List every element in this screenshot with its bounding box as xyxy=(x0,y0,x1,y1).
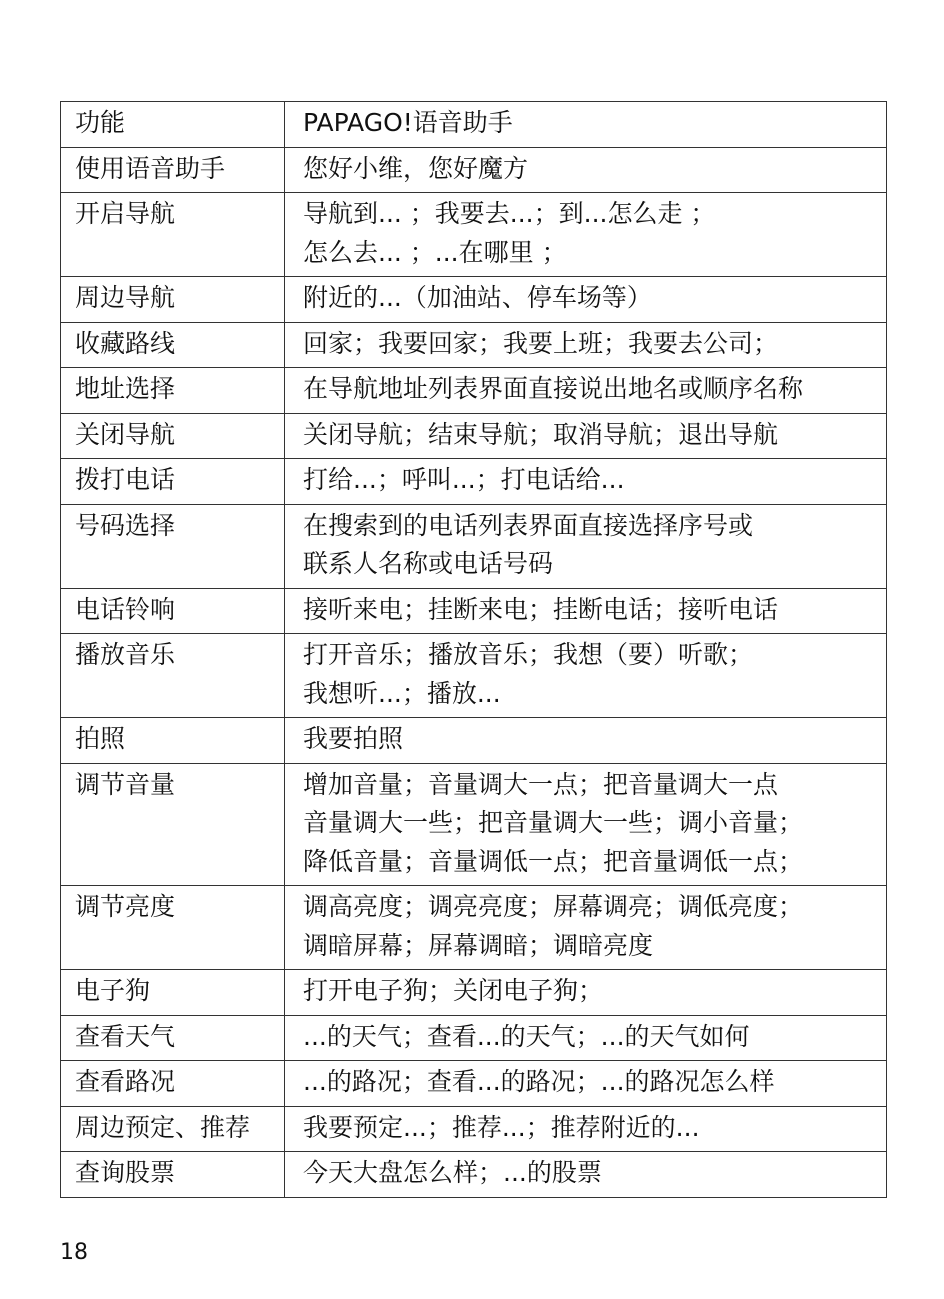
table-row xyxy=(61,193,887,277)
function-cell: 使用语音助手 xyxy=(61,147,285,193)
phrase-line: 在搜索到的电话列表界面直接选择序号或 xyxy=(303,510,754,540)
table-row xyxy=(61,277,887,323)
table-row xyxy=(61,1152,887,1198)
phrase-cell xyxy=(285,193,887,277)
phrase-cell xyxy=(285,413,887,459)
table-row xyxy=(61,1061,887,1107)
function-cell: 播放音乐 xyxy=(61,634,285,718)
phrase-cell xyxy=(285,718,887,764)
phrase-cell xyxy=(285,1015,887,1061)
phrase-line: 我要预定...；推荐...；推荐附近的... xyxy=(303,1112,700,1142)
phrase-cell xyxy=(285,1061,887,1107)
function-cell: 拨打电话 xyxy=(61,459,285,505)
function-cell: 开启导航 xyxy=(61,193,285,277)
table-row xyxy=(61,504,887,588)
phrase-line: 我要拍照 xyxy=(303,724,404,753)
table-row xyxy=(61,970,887,1016)
table-row xyxy=(61,322,887,368)
table-row xyxy=(61,634,887,718)
function-cell: 查看路况 xyxy=(61,1061,285,1107)
phrase-cell xyxy=(285,322,887,368)
phrase-cell xyxy=(285,886,887,970)
phrase-line: 调暗屏幕；屏幕调暗；调暗亮度 xyxy=(303,930,654,960)
phrase-cell xyxy=(285,277,887,323)
table-row xyxy=(61,588,887,634)
phrase-line: 今天大盘怎么样；...的股票 xyxy=(303,1158,602,1187)
phrase-cell xyxy=(285,368,887,414)
phrase-line: ...的天气；查看...的天气；...的天气如何 xyxy=(303,1021,750,1051)
table-row xyxy=(61,413,887,459)
phrase-line: 增加音量；音量调大一点；把音量调大一点 xyxy=(303,769,779,799)
phrase-line: 关闭导航；结束导航；取消导航；退出导航 xyxy=(303,419,779,449)
phrase-line: 联系人名称或电话号码 xyxy=(303,549,554,578)
page-number: 18 xyxy=(60,1240,88,1265)
table-row xyxy=(61,1015,887,1061)
table-row xyxy=(61,763,887,886)
header-function-cell: 功能 xyxy=(61,102,285,148)
phrase-line: 回家；我要回家；我要上班；我要去公司； xyxy=(303,328,779,358)
phrase-cell xyxy=(285,147,887,193)
phrase-cell xyxy=(285,459,887,505)
function-cell: 收藏路线 xyxy=(61,322,285,368)
phrase-line: 接听来电；挂断来电；挂断电话；接听电话 xyxy=(303,594,779,624)
header-phrase-line: PAPAGO!语音助手 xyxy=(303,108,513,137)
table-row xyxy=(61,368,887,414)
function-cell: 地址选择 xyxy=(61,368,285,414)
phrase-line: ...的路况；查看...的路况；...的路况怎么样 xyxy=(303,1067,775,1096)
phrase-line: 我想听...；播放... xyxy=(303,678,501,708)
table-row xyxy=(61,147,887,193)
table-row xyxy=(61,459,887,505)
phrase-line: 打开电子狗；关闭电子狗； xyxy=(303,976,604,1005)
phrase-cell xyxy=(285,1152,887,1198)
phrase-line: 附近的...（加油站、停车场等） xyxy=(303,283,652,312)
phrase-cell xyxy=(285,763,887,886)
table-row xyxy=(61,886,887,970)
table-header-row xyxy=(61,102,887,148)
header-phrase-cell xyxy=(285,102,887,148)
function-cell: 查询股票 xyxy=(61,1152,285,1198)
table-row xyxy=(61,1106,887,1152)
function-cell: 周边导航 xyxy=(61,277,285,323)
function-cell: 调节音量 xyxy=(61,763,285,886)
phrase-line: 打给...；呼叫...；打电话给... xyxy=(303,465,625,494)
function-cell: 关闭导航 xyxy=(61,413,285,459)
phrase-cell xyxy=(285,1106,887,1152)
phrase-cell xyxy=(285,970,887,1016)
phrase-line: 导航到... ；我要去...；到...怎么走 ； xyxy=(303,199,716,228)
phrase-line: 降低音量；音量调低一点；把音量调低一点； xyxy=(303,846,804,876)
voice-command-table xyxy=(60,101,887,1198)
phrase-line: 打开音乐；播放音乐；我想（要）听歌； xyxy=(303,640,754,669)
phrase-line: 您好小维，您好魔方 xyxy=(303,153,529,183)
phrase-line: 调高亮度；调亮亮度；屏幕调亮；调低亮度； xyxy=(303,892,804,921)
function-cell: 拍照 xyxy=(61,718,285,764)
phrase-cell xyxy=(285,634,887,718)
phrase-cell xyxy=(285,588,887,634)
table-row xyxy=(61,718,887,764)
function-cell: 周边预定、推荐 xyxy=(61,1106,285,1152)
phrase-line: 在导航地址列表界面直接说出地名或顺序名称 xyxy=(303,374,804,403)
phrase-line: 音量调大一些；把音量调大一些；调小音量； xyxy=(303,808,804,837)
function-cell: 电子狗 xyxy=(61,970,285,1016)
function-cell: 电话铃响 xyxy=(61,588,285,634)
phrase-line: 怎么去... ；...在哪里 ； xyxy=(303,237,567,267)
function-cell: 号码选择 xyxy=(61,504,285,588)
voice-command-table-body xyxy=(61,102,887,1198)
function-cell: 查看天气 xyxy=(61,1015,285,1061)
phrase-cell xyxy=(285,504,887,588)
function-cell: 调节亮度 xyxy=(61,886,285,970)
